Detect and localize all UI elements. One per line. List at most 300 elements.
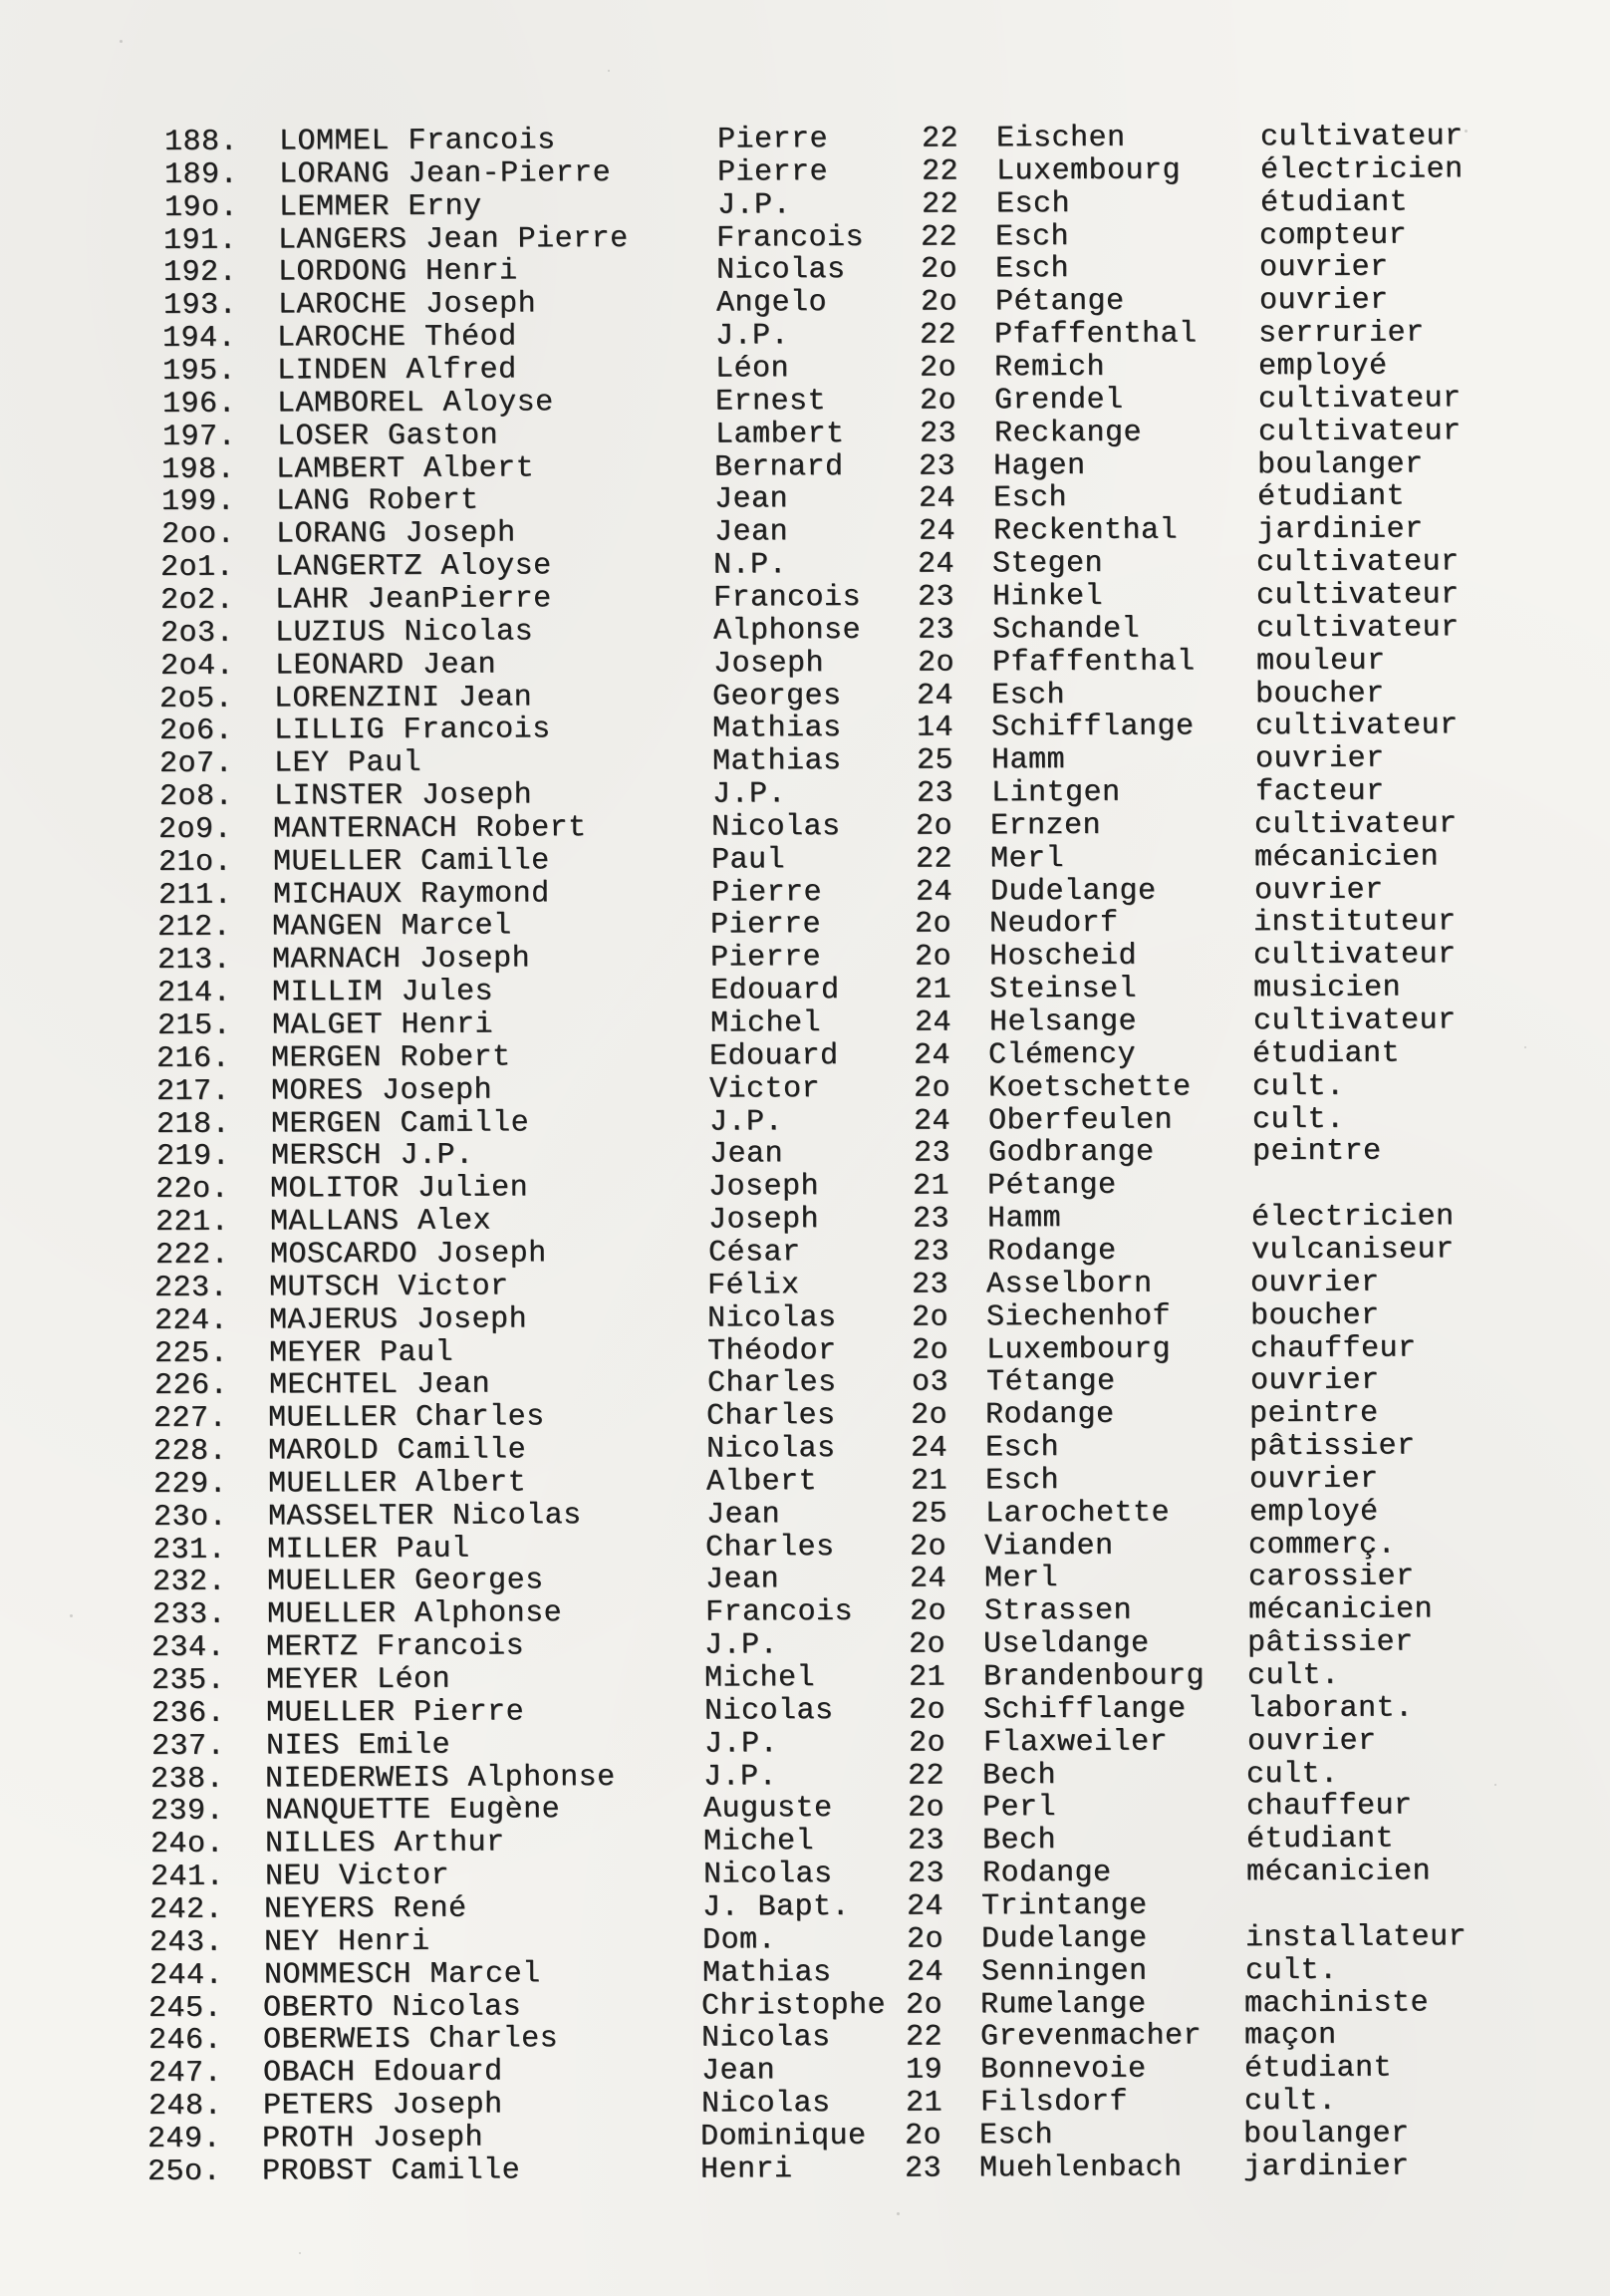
occupation: ouvrier	[1248, 1462, 1379, 1498]
father-name: Bernard	[714, 449, 844, 485]
birthplace: Rodange	[981, 1856, 1112, 1891]
father-name: Henri	[699, 2152, 793, 2187]
entry-number: 241.	[149, 1860, 224, 1895]
age: 19	[905, 2053, 942, 2088]
birthplace: Merl	[989, 841, 1065, 877]
person-name: MUELLER Camille	[272, 843, 550, 880]
age: 2o	[920, 351, 957, 386]
person-name: MASSELTER Nicolas	[267, 1498, 582, 1535]
entry-number: 224.	[154, 1303, 229, 1338]
birthplace: Clémency	[988, 1037, 1137, 1073]
age: 23	[917, 613, 954, 648]
occupation: facteur	[1254, 774, 1385, 810]
age: 22	[920, 318, 957, 353]
birthplace: Hinkel	[992, 579, 1104, 615]
entry-number: 194.	[162, 321, 237, 357]
person-name: LAMBOREL Aloyse	[276, 386, 554, 422]
birthplace: Neudorf	[989, 907, 1119, 942]
entry-number: 222.	[154, 1238, 229, 1273]
entry-number: 234.	[151, 1630, 226, 1666]
entry-number: 214.	[156, 976, 231, 1011]
birthplace: Pétange	[987, 1168, 1117, 1204]
birthplace: Pfaffenthal	[991, 645, 1196, 680]
occupation: boucher	[1250, 1298, 1380, 1333]
person-name: LANG Robert	[275, 484, 479, 519]
birthplace: Brandenbourg	[983, 1659, 1206, 1695]
birthplace: Oberfeulen	[987, 1103, 1173, 1138]
birthplace: Bech	[981, 1824, 1056, 1859]
age: 21	[909, 1660, 946, 1695]
father-name: Michel	[709, 1006, 821, 1041]
birthplace: Hamm	[986, 1202, 1062, 1237]
birthplace: Hoscheid	[989, 940, 1138, 975]
person-name: LAHR JeanPierre	[275, 582, 552, 618]
age: 23	[912, 1268, 949, 1302]
entry-number: 227.	[153, 1401, 228, 1437]
person-name: NEU Victor	[264, 1859, 449, 1894]
entry-number: 236.	[150, 1696, 225, 1731]
birthplace: Tétange	[985, 1365, 1116, 1400]
entry-number: 191.	[163, 223, 238, 258]
father-name: J.P.	[715, 319, 790, 354]
father-name: Félix	[707, 1268, 800, 1303]
birthplace: Hamm	[990, 743, 1065, 778]
age: 24	[918, 481, 956, 517]
father-name: Nicolas	[705, 1432, 836, 1467]
paper-speckle	[299, 2252, 301, 2254]
age: 2o	[912, 1300, 949, 1335]
age: 23	[907, 1824, 944, 1859]
person-name: MUELLER Alphonse	[266, 1596, 562, 1632]
person-name: MAJERUS Joseph	[269, 1301, 528, 1338]
father-name: Francois	[713, 580, 862, 616]
person-name: LEMMER Erny	[278, 189, 482, 225]
age: 2o	[906, 1988, 943, 2023]
father-name: J. Bapt.	[702, 1889, 851, 1925]
occupation: machiniste	[1244, 1985, 1430, 2021]
entry-number: 212.	[157, 911, 232, 946]
birthplace: Dudelange	[989, 874, 1157, 909]
entry-number: 2oo.	[160, 517, 235, 553]
entry-number: 2o6.	[159, 714, 234, 749]
person-name: LORANG Joseph	[275, 516, 516, 552]
father-name: Georges	[712, 679, 842, 715]
father-name: J.P.	[711, 777, 786, 812]
occupation: ouvrier	[1254, 741, 1385, 777]
father-name: J.P.	[704, 1628, 779, 1663]
occupation: ouvrier	[1258, 251, 1389, 286]
occupation: mécanicien	[1253, 840, 1440, 875]
occupation: cultivateur	[1259, 120, 1464, 155]
person-name: NOMMESCH Marcel	[263, 1956, 541, 1993]
person-name: NIEDERWEIS Alphonse	[265, 1760, 616, 1796]
birthplace: Siechenhof	[986, 1299, 1172, 1334]
entry-number: 216.	[156, 1041, 231, 1076]
father-name: Mathias	[712, 712, 842, 746]
entry-number: 2o2.	[160, 583, 235, 618]
father-name: Jean	[704, 1563, 779, 1597]
father-name: Dominique	[700, 2119, 867, 2154]
occupation: jardinier	[1256, 512, 1424, 548]
occupation: cultivateur	[1252, 1004, 1457, 1039]
person-name: LAMBERT Albert	[276, 450, 535, 486]
occupation: ouvrier	[1258, 283, 1389, 319]
age: 24	[914, 1038, 951, 1073]
occupation: installateur	[1244, 1920, 1467, 1955]
age: 25	[910, 1497, 947, 1532]
person-name: LAROCHE Théod	[277, 320, 518, 356]
entry-number: 2o4.	[159, 649, 234, 684]
age: 23	[913, 1136, 950, 1171]
entry-number: 193.	[162, 288, 237, 324]
father-name: Nicolas	[701, 2021, 831, 2056]
father-name: Dom.	[701, 1923, 776, 1958]
father-name: Edouard	[709, 974, 840, 1008]
person-name: MERTZ Francois	[266, 1629, 525, 1665]
entry-number: 188.	[163, 125, 239, 159]
birthplace: Rodange	[985, 1397, 1115, 1433]
age: 2o	[917, 646, 954, 681]
entry-number: 2o8.	[158, 779, 233, 814]
occupation: cultivateur	[1257, 382, 1462, 417]
birthplace: Esch	[984, 1463, 1059, 1499]
father-name: Angelo	[715, 286, 827, 321]
father-name: N.P.	[713, 548, 788, 583]
occupation: cultivateur	[1255, 611, 1460, 646]
birthplace: Larochette	[984, 1496, 1170, 1532]
person-name: MOSCARDO Joseph	[269, 1237, 547, 1273]
age: 22	[921, 220, 958, 255]
occupation: peintre	[1251, 1134, 1382, 1170]
entry-number: 2o5.	[159, 682, 234, 717]
person-name: NEY Henri	[263, 1924, 430, 1960]
occupation: commerç.	[1248, 1528, 1397, 1563]
entry-number: 196.	[161, 387, 236, 422]
person-name: LEONARD Jean	[274, 648, 496, 684]
age: 22	[908, 1759, 945, 1794]
birthplace: Bonnevoie	[979, 2052, 1147, 2088]
person-name: LAROCHE Joseph	[277, 287, 536, 323]
occupation: cult.	[1243, 2084, 1337, 2120]
entry-number: 22o.	[155, 1172, 230, 1208]
father-name: Victor	[708, 1071, 821, 1107]
father-name: Jean	[708, 1137, 783, 1172]
father-name: Nicolas	[700, 2087, 831, 2122]
father-name: Nicolas	[702, 1858, 833, 1892]
age: 2o	[915, 940, 952, 975]
birthplace: Senningen	[980, 1954, 1148, 1989]
birthplace: Filsdorf	[979, 2085, 1128, 2121]
entry-number: 2o1.	[160, 550, 235, 585]
age: 22	[921, 187, 958, 222]
age: 2o	[911, 1333, 948, 1368]
birthplace: Lintgen	[990, 775, 1121, 811]
age: 23	[912, 1202, 950, 1237]
age: 24	[913, 1104, 950, 1139]
father-name: Pierre	[716, 154, 828, 190]
occupation: cult.	[1251, 1102, 1345, 1137]
birthplace: Schifflange	[982, 1692, 1187, 1728]
occupation: ouvrier	[1246, 1724, 1377, 1759]
person-name: PROTH Joseph	[262, 2121, 484, 2156]
birthplace: Trintange	[981, 1888, 1148, 1924]
occupation: compteur	[1259, 218, 1408, 253]
entry-number: 195.	[162, 354, 237, 389]
birthplace: Helsange	[988, 1004, 1137, 1040]
occupation: cultivateur	[1256, 545, 1460, 581]
age: 22	[915, 842, 953, 877]
occupation: musicien	[1252, 971, 1401, 1006]
birthplace: Flaxweiler	[982, 1725, 1168, 1761]
occupation: cult.	[1246, 1757, 1339, 1792]
father-name: J.P.	[703, 1726, 778, 1762]
age: 2o	[908, 1726, 945, 1761]
entry-number: 239.	[149, 1795, 225, 1830]
father-name: Francois	[704, 1595, 853, 1630]
age: 24	[907, 1889, 944, 1924]
father-name: Auguste	[702, 1792, 833, 1827]
age: 2o	[905, 2119, 942, 2153]
age: 21	[914, 973, 951, 1007]
birthplace: Perl	[981, 1791, 1057, 1826]
father-name: Lambert	[714, 417, 845, 452]
age: 22	[921, 122, 959, 156]
person-name: MEYER Léon	[266, 1662, 451, 1698]
age: 14	[917, 711, 954, 745]
occupation: étudiant	[1259, 185, 1408, 220]
occupation: ouvrier	[1250, 1266, 1380, 1300]
father-name: Pierre	[710, 941, 822, 976]
person-name: MILLIM Jules	[271, 975, 494, 1010]
paper-speckle	[897, 2212, 900, 2215]
person-name: MUELLER Pierre	[265, 1695, 524, 1731]
birthplace: Pfaffenthal	[994, 317, 1199, 353]
father-name: Nicolas	[711, 809, 841, 845]
entry-number: 215.	[156, 1008, 231, 1043]
occupation: cult.	[1247, 1658, 1340, 1694]
father-name: Jean	[700, 2054, 775, 2089]
entry-number: 243.	[148, 1925, 223, 1960]
person-name: MUELLER Charles	[268, 1400, 545, 1436]
person-name: MERSCH J.P.	[270, 1138, 474, 1174]
person-name: OBERWEIS Charles	[263, 2022, 559, 2058]
father-name: Jean	[713, 482, 789, 517]
person-name: MUELLER Georges	[266, 1564, 544, 1599]
person-name: LANGERS Jean Pierre	[278, 221, 629, 258]
occupation: cult.	[1251, 1069, 1345, 1104]
paper-speckle	[70, 1614, 73, 1617]
father-name: J.P.	[708, 1104, 783, 1140]
birthplace: Steinsel	[988, 972, 1137, 1007]
person-name: MUELLER Albert	[267, 1466, 526, 1502]
entry-number: 246.	[148, 2023, 223, 2059]
father-name: Francois	[716, 220, 865, 256]
person-name: MECHTEL Jean	[268, 1367, 490, 1403]
person-name: LOSER Gaston	[276, 419, 498, 454]
entry-number: 237.	[150, 1729, 225, 1764]
person-name: MILLER Paul	[267, 1532, 470, 1567]
person-name: NIES Emile	[265, 1728, 450, 1764]
occupation: cultivateur	[1254, 807, 1458, 843]
age: 24	[915, 875, 952, 910]
occupation: étudiant	[1243, 2051, 1392, 2087]
entry-number: 223.	[154, 1271, 229, 1305]
age: 22	[906, 2020, 943, 2055]
person-name: MANTERNACH Robert	[273, 811, 587, 847]
father-name: Mathias	[701, 1955, 832, 1991]
age: 21	[910, 1464, 947, 1499]
person-name: NANQUETTE Eugène	[264, 1793, 561, 1829]
age: 23	[919, 449, 956, 484]
entry-number: 219.	[155, 1139, 230, 1175]
father-name: Nicolas	[707, 1300, 837, 1336]
birthplace: Rodange	[986, 1234, 1117, 1270]
age: 23	[919, 417, 956, 451]
occupation: cultivateur	[1256, 578, 1460, 614]
birthplace: Esch	[992, 481, 1068, 516]
person-name: OBERTO Nicolas	[263, 1989, 522, 2025]
entry-number: 198.	[161, 452, 236, 487]
occupation: étudiant	[1252, 1036, 1401, 1071]
birthplace: Reckenthal	[992, 513, 1178, 549]
occupation: étudiant	[1256, 479, 1406, 515]
age: 2o	[909, 1594, 946, 1629]
person-name: LOMMEL Francois	[278, 124, 556, 159]
occupation: jardinier	[1242, 2150, 1410, 2184]
person-name: MOLITOR Julien	[270, 1171, 529, 1207]
person-name: MUTSCH Victor	[269, 1270, 510, 1305]
age: 22	[921, 154, 958, 189]
father-name: Pierre	[716, 123, 829, 157]
age: 2o	[913, 1071, 951, 1106]
birthplace: Vianden	[984, 1529, 1114, 1564]
paper-speckle	[1494, 1784, 1496, 1786]
birthplace: Merl	[983, 1562, 1058, 1596]
entry-number: 245.	[148, 1991, 223, 2026]
father-name: Jean	[713, 515, 788, 550]
father-name: J.P.	[716, 187, 791, 223]
person-name: MEYER Paul	[268, 1335, 453, 1370]
person-name: LEY Paul	[273, 745, 421, 781]
birthplace: Luxembourg	[985, 1332, 1171, 1367]
occupation: peintre	[1249, 1396, 1379, 1432]
occupation: chauffeur	[1245, 1789, 1413, 1825]
person-name: PETERS Joseph	[262, 2088, 503, 2124]
occupation: instituteur	[1253, 905, 1457, 941]
occupation: employé	[1248, 1495, 1379, 1530]
entry-number: 221.	[154, 1205, 230, 1240]
father-name: Paul	[710, 842, 786, 878]
entry-number: 248.	[147, 2089, 222, 2124]
age: 23	[907, 1857, 944, 1891]
father-name: Michel	[704, 1661, 816, 1696]
person-name: MALGET Henri	[271, 1007, 493, 1043]
birthplace: Luxembourg	[995, 153, 1181, 189]
birthplace: Muehlenbach	[978, 2151, 1183, 2186]
father-name: Théodor	[706, 1333, 837, 1369]
age: 23	[918, 580, 955, 615]
age: 2o	[920, 285, 957, 320]
father-name: Ernest	[714, 384, 826, 420]
paper-speckle	[120, 40, 123, 43]
person-name: LILLIG Francois	[274, 713, 551, 748]
birthplace: Dudelange	[980, 1921, 1148, 1957]
birthplace: Ernzen	[990, 808, 1102, 844]
father-name: J.P.	[703, 1759, 778, 1795]
birthplace: Rumelange	[980, 1987, 1147, 2022]
entry-number: 197.	[161, 420, 236, 454]
person-name: MERGEN Camille	[270, 1105, 529, 1141]
entry-number: 199.	[160, 485, 236, 520]
father-name: Charles	[706, 1366, 837, 1401]
father-name: César	[707, 1236, 801, 1271]
age: 23	[904, 2152, 942, 2186]
occupation: maçon	[1244, 2019, 1337, 2054]
father-name: Pierre	[710, 908, 822, 943]
birthplace: Schifflange	[991, 710, 1195, 745]
person-name: LINSTER Joseph	[273, 778, 532, 814]
person-name: LORDONG Henri	[277, 254, 518, 290]
occupation: cult.	[1244, 1953, 1338, 1988]
entry-number: 229.	[152, 1467, 227, 1502]
father-name: Michel	[702, 1825, 814, 1860]
occupation: ouvrier	[1253, 873, 1384, 908]
age: 24	[917, 679, 954, 714]
paper-speckle	[1524, 1046, 1526, 1048]
entry-number: 233.	[151, 1597, 226, 1633]
birthplace: Remich	[994, 350, 1106, 386]
entry-number: 244.	[148, 1958, 223, 1993]
birthplace: Esch	[991, 678, 1066, 713]
occupation: cultivateur	[1253, 938, 1457, 974]
father-name: Charles	[706, 1399, 836, 1434]
entry-number: 189.	[163, 157, 238, 192]
occupation: mécanicien	[1247, 1592, 1433, 1628]
entry-number: 2o7.	[158, 746, 233, 782]
person-name: NILLES Arthur	[264, 1826, 505, 1862]
birthplace: Schandel	[991, 612, 1140, 648]
age: 2o	[915, 907, 952, 943]
father-name: Mathias	[711, 744, 842, 779]
occupation: laborant.	[1246, 1691, 1414, 1726]
occupation: boucher	[1255, 677, 1385, 712]
age: 2o	[919, 384, 956, 419]
occupation: cultivateur	[1255, 709, 1459, 744]
occupation: boulanger	[1243, 2117, 1410, 2152]
father-name: Jean	[705, 1497, 780, 1533]
person-name: MALLANS Alex	[269, 1204, 492, 1240]
birthplace: Strassen	[983, 1594, 1132, 1629]
occupation: pâtissier	[1247, 1625, 1414, 1661]
birthplace: Esch	[995, 219, 1070, 254]
age: 2o	[908, 1693, 945, 1728]
father-name: Christophe	[701, 1988, 887, 2024]
entry-number: 23o.	[152, 1500, 227, 1535]
entry-number: 25o.	[146, 2154, 222, 2189]
age: 24	[906, 1955, 943, 1990]
age: 2o	[920, 252, 957, 288]
occupation: vulcaniseur	[1250, 1233, 1455, 1269]
occupation: mouleur	[1255, 644, 1386, 679]
father-name: Nicolas	[715, 253, 846, 288]
occupation: serrurier	[1258, 316, 1425, 352]
entry-number: 2o9.	[158, 812, 233, 847]
entry-number: 211.	[157, 878, 232, 913]
occupation: pâtissier	[1248, 1429, 1416, 1465]
occupation: carossier	[1247, 1560, 1415, 1595]
entry-number: 217.	[155, 1074, 231, 1109]
father-name: Albert	[705, 1464, 817, 1500]
